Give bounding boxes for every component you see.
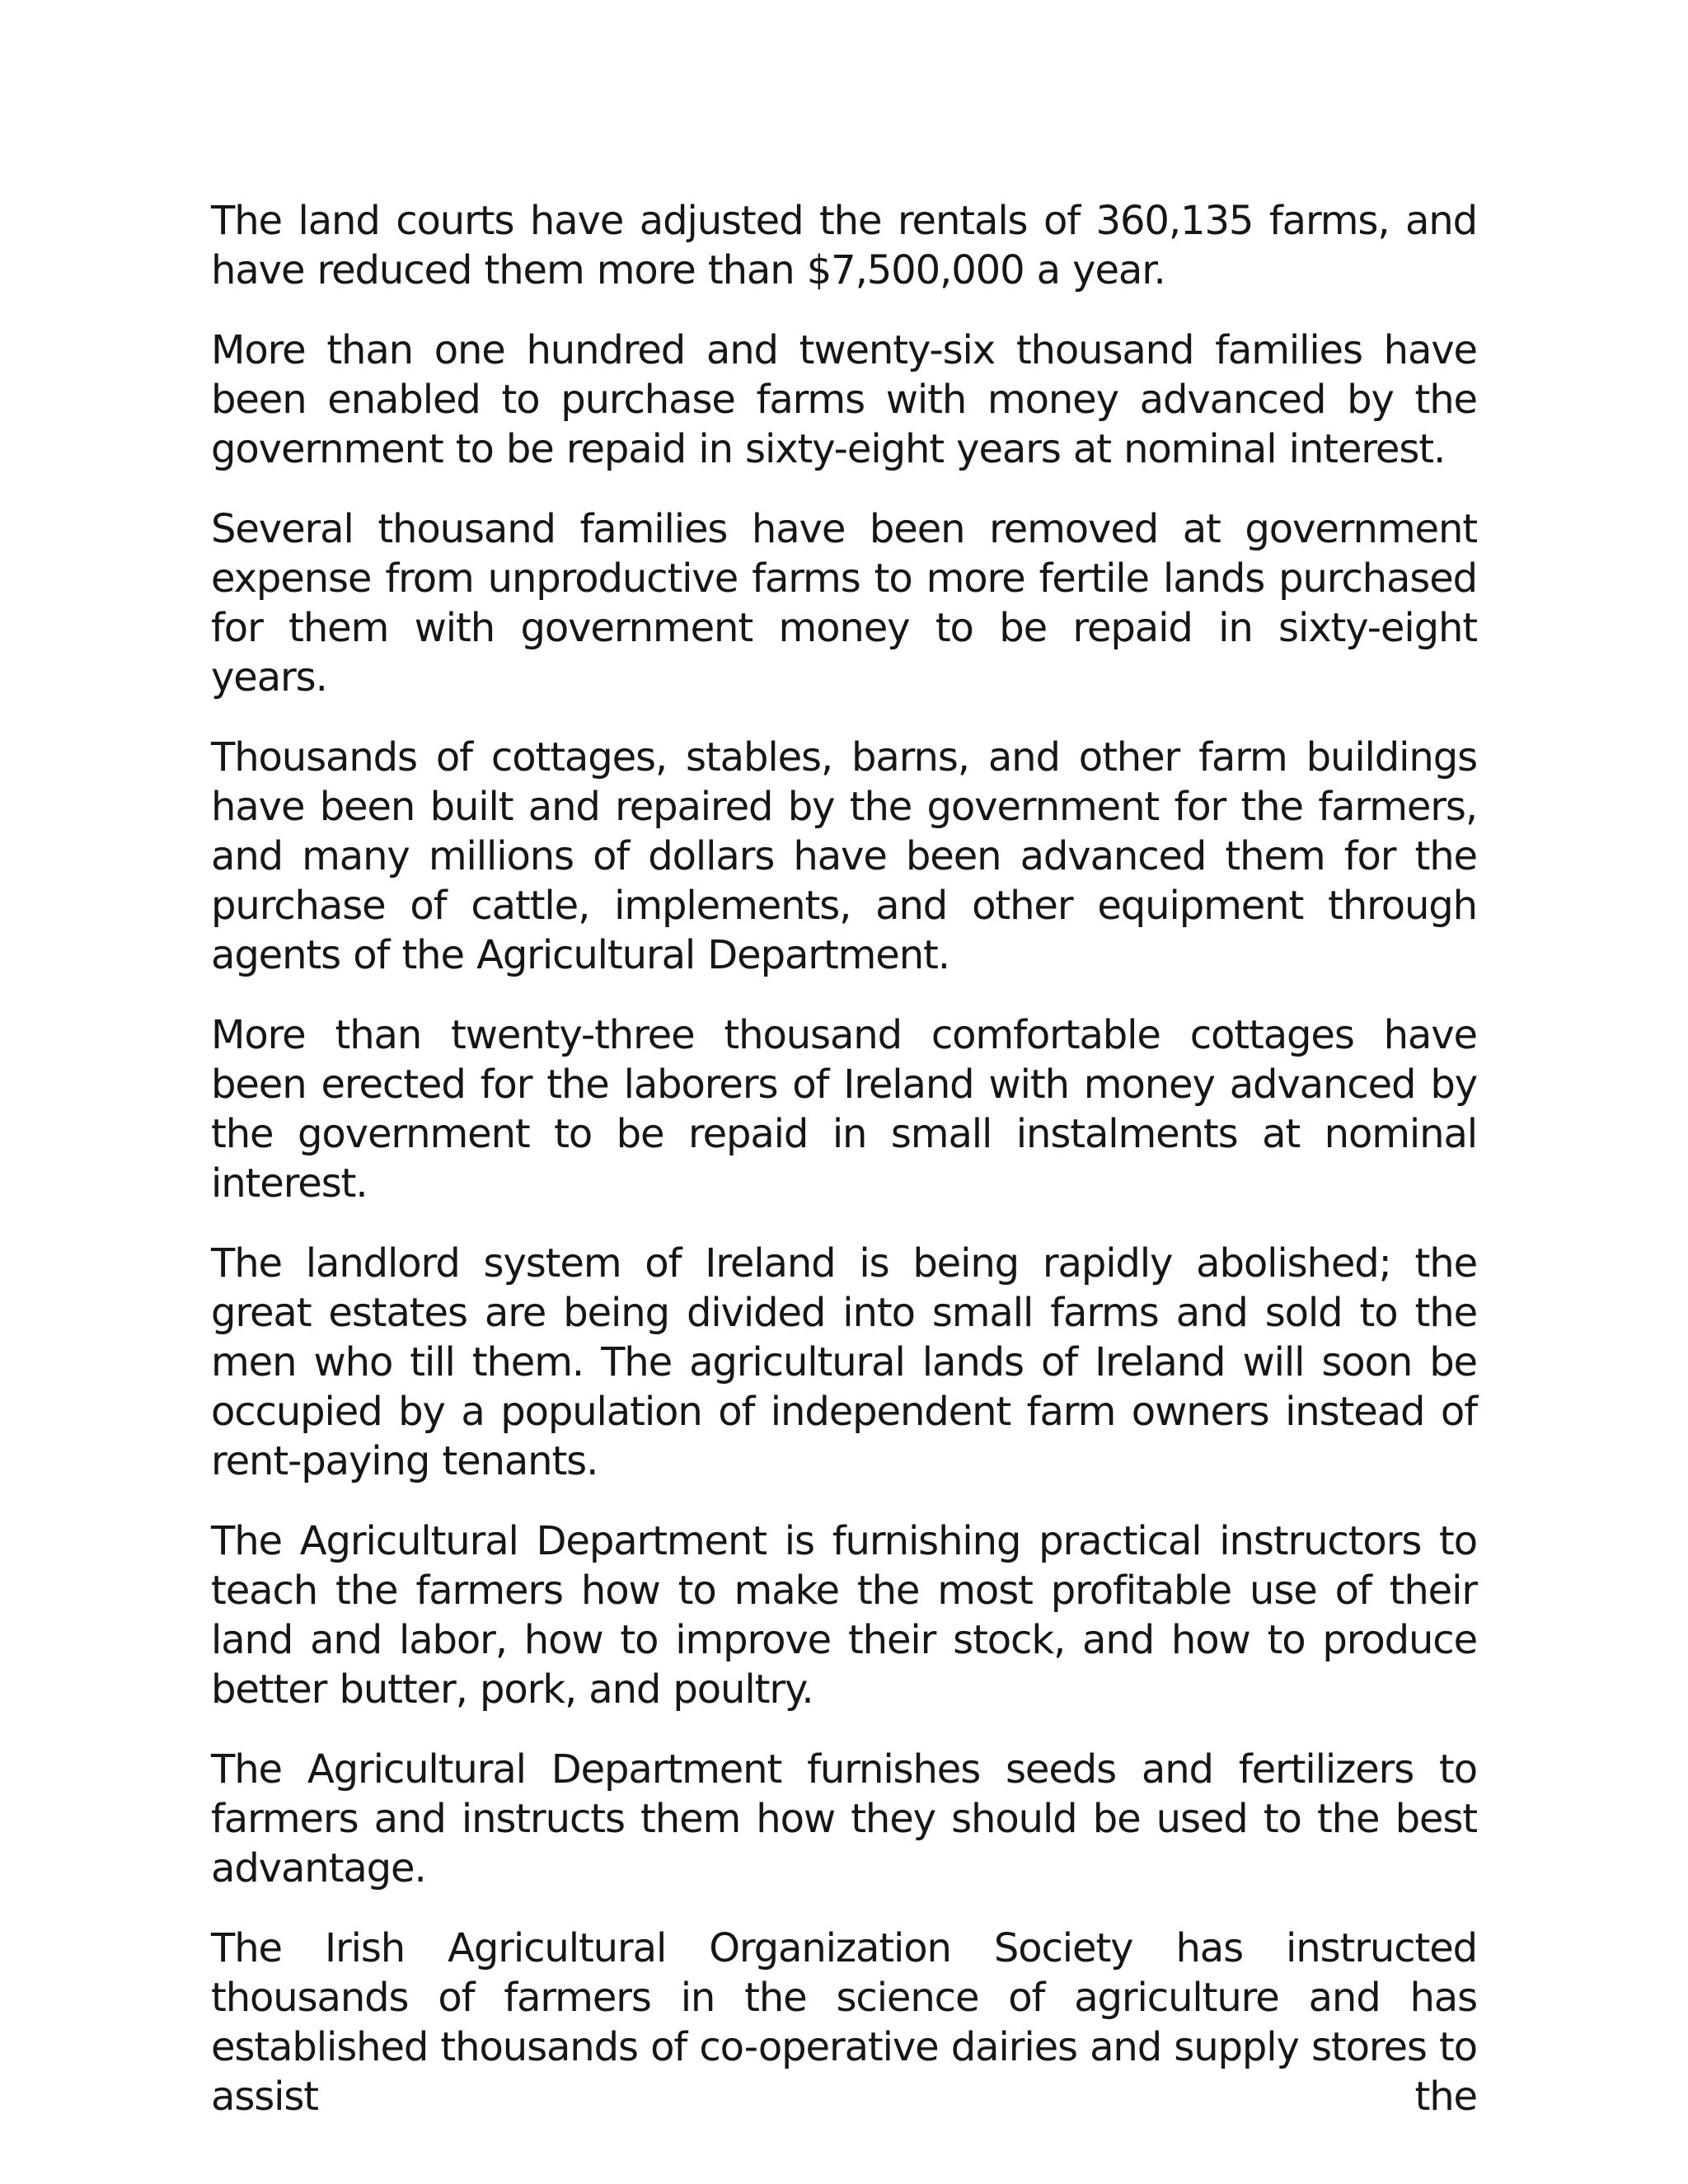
paragraph-farm-buildings: Thousands of cottages, stables, barns, and other farm buildings have been built and repaired by the government for the farmers, and many millions of dollars have been advanced them for the purchase of cattle, implements, and other equipment through agents of the Agricultural Department. (211, 734, 1477, 978)
paragraph-landlord-system: The landlord system of Ireland is being rapidly abolished; the great estates are being divided into small farms and sold to the men who till them. The agricultural lands of Ireland will soon be occupied by a population of independent farm owners instead of rent-paying tenants. (211, 1240, 1477, 1484)
paragraph-farm-purchase: More than one hundred and twenty-six thousand families have been enabled to purchase farms with money advanced by the government to be repaid in sixty-eight years at nominal interest. (211, 327, 1477, 472)
document-body (211, 196, 1477, 2121)
paragraph-laborer-cottages: More than twenty-three thousand comfortable cottages have been erected for the laborers of Ireland with money advanced by the government to be repaid in small instalments at nominal interest. (211, 1012, 1477, 1207)
paragraph-family-removal: Several thousand families have been removed at government expense from unproductive farms to more fertile lands purchased for them with government money to be repaid in sixty-eight years. (211, 506, 1477, 701)
paragraph-land-courts: The land courts have adjusted the rentals of 360,135 farms, and have reduced them more than $7,500,000 a year. (211, 198, 1477, 293)
paragraph-practical-instructors: The Agricultural Department is furnishing practical instructors to teach the farmers how to make the most profitable use of their land and labor, how to improve their stock, and how to produce better butter, pork, and poultry. (211, 1518, 1477, 1713)
paragraph-organization-society: The Irish Agricultural Organization Society has instructed thousands of farmers in the science of agriculture and has established thousands of co-operative dairies and supply stores to assist the (211, 1925, 1477, 2120)
paragraph-seeds-fertilizers: The Agricultural Department furnishes seeds and fertilizers to farmers and instructs them how they should be used to the best advantage. (211, 1746, 1477, 1891)
